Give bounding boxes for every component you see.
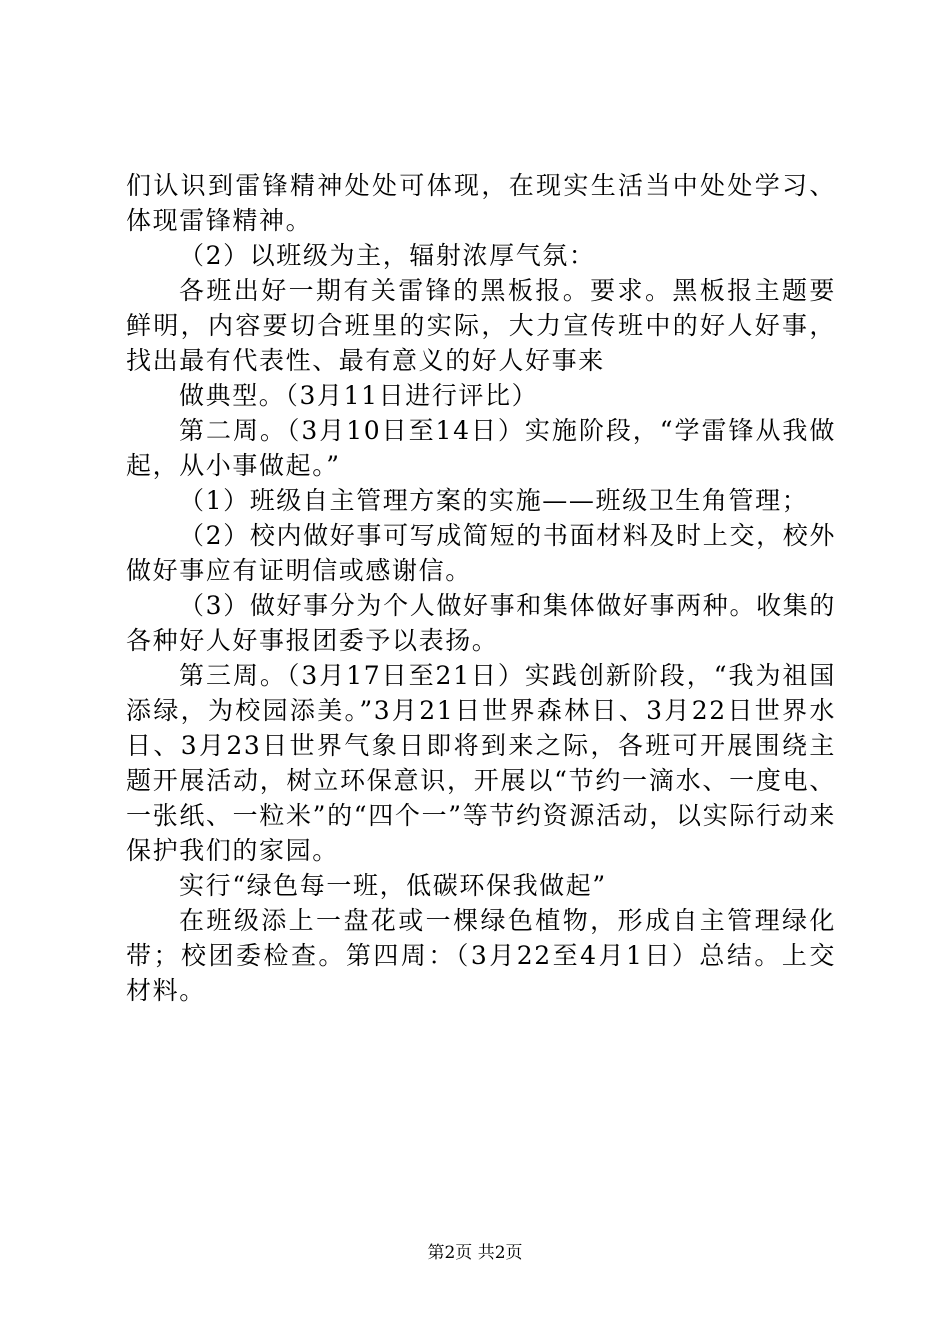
paragraph-blackboard: 各班出好一期有关雷锋的黑板报。要求。黑板报主题要鲜明，内容要切合班里的实际，大力宣传班中的好人好事，找出最有代表性、最有意义的好人好事来 (126, 276, 836, 375)
document-body (126, 168, 836, 1008)
paragraph-evaluation: 做典型。（3月11日进行评比） (179, 381, 539, 410)
paragraph-continuation: 们认识到雷锋精神处处可体现，在现实生活当中处处学习、体现雷锋精神。 (126, 171, 836, 235)
paragraph-week-two: 第二周。（3月10日至14日）实施阶段，“学雷锋从我做起，从小事做起。” (126, 416, 836, 480)
page-footer: 第2页 共2页 (427, 1243, 523, 1263)
paragraph-item-2: （2）校内做好事可写成简短的书面材料及时上交，校外做好事应有证明信或感谢信。 (126, 521, 836, 585)
paragraph-week-three: 第三周。（3月17日至21日）实践创新阶段，“我为祖国添绿，为校园添美。”3月21日世界森林日、3月22日世界水日、3月23日世界气象日即将到来之际，各班可开展围绕主题开展活动，树立环保意识，开展以“节约一滴水、一度电、一张纸、一粒米”的“四个一”等节约资源活动，以实际行动来保护我们的家园。 (126, 661, 836, 865)
paragraph-green-slogan: 实行“绿色每一班，低碳环保我做起” (179, 871, 607, 900)
paragraph-item-3: （3）做好事分为个人做好事和集体做好事两种。收集的各种好人好事报团委予以表扬。 (126, 591, 836, 655)
paragraph-week-four: 在班级添上一盘花或一棵绿色植物，形成自主管理绿化带；校团委检查。第四周：（3月22至4月1日）总结。上交材料。 (126, 906, 836, 1005)
paragraph-subheading-2: （2）以班级为主，辐射浓厚气氛： (179, 241, 596, 270)
paragraph-item-1: （1）班级自主管理方案的实施——班级卫生角管理； (179, 486, 809, 515)
